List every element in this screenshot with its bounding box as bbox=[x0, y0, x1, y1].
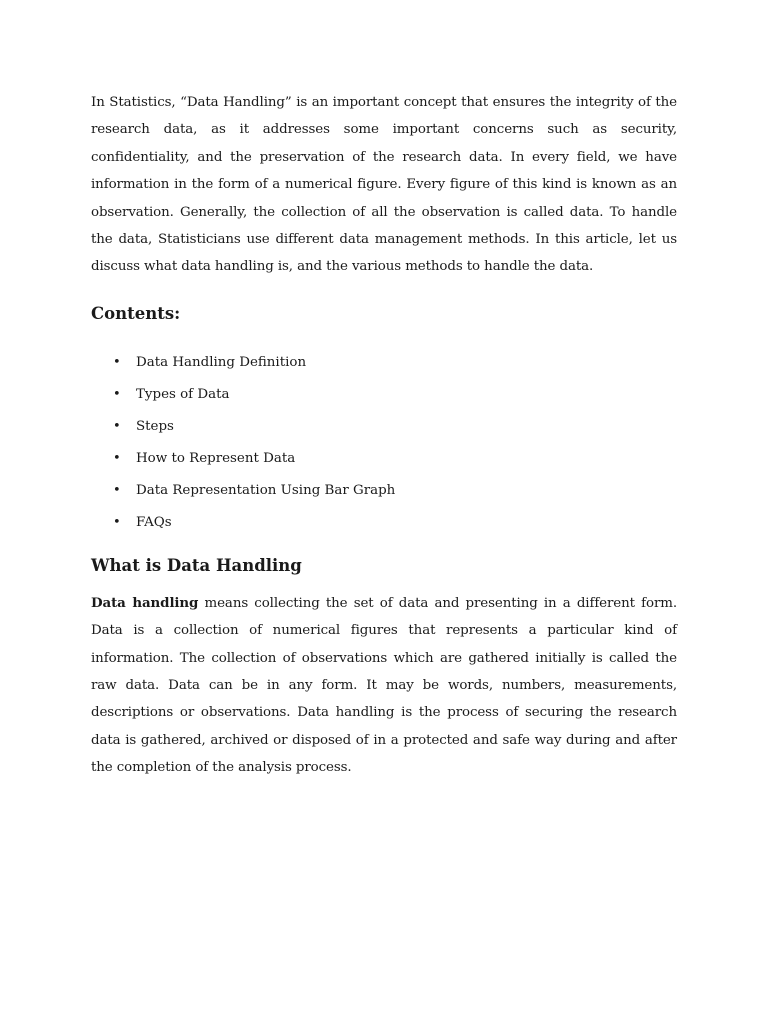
section-heading: What is Data Handling bbox=[91, 555, 302, 575]
contents-item bbox=[91, 379, 677, 411]
contents-item bbox=[91, 475, 677, 507]
contents-item-label: Steps bbox=[136, 418, 174, 434]
definition-lead-term: Data handling bbox=[91, 594, 199, 611]
intro-paragraph: In Statistics, “Data Handling” is an important concept that ensures the integrity of the research data, as it addresses some important concerns such as security, confidentiality, and the preservation of the research data. In every field, we have information in the form of a numerical figure. Every figure of this kind is known as an observation. Generally, the collection of all the observation is called data. To handle the data, Statisticians use different data management methods. In this article, let us discuss what data handling is, and the various methods to handle the data. bbox=[91, 95, 677, 275]
definition-text: means collecting the set of data and presenting in a different form. Data is a collection of numerical figures that represents a particular kind of information. The collection of observations which are gathered initially is called the raw data. Data can be in any form. It may be words, numbers, measurements, descriptions or observations. Data handling is the process of securing the research data is gathered, archived or disposed of in a protected and safe way during and after the completion of the analysis process. bbox=[91, 595, 677, 776]
contents-heading: Contents: bbox=[91, 303, 181, 323]
contents-item bbox=[91, 411, 677, 443]
bullet-icon: • bbox=[113, 482, 121, 498]
contents-list bbox=[91, 347, 677, 539]
definition-paragraph bbox=[91, 590, 677, 782]
bullet-icon: • bbox=[113, 418, 121, 434]
contents-item-label: Types of Data bbox=[136, 386, 230, 402]
contents-item-label: Data Handling Definition bbox=[136, 354, 307, 370]
bullet-icon: • bbox=[113, 450, 121, 466]
document-page bbox=[91, 89, 677, 782]
contents-item bbox=[91, 507, 677, 539]
contents-item-label: Data Representation Using Bar Graph bbox=[136, 482, 396, 498]
bullet-icon: • bbox=[113, 386, 121, 402]
contents-item-label: How to Represent Data bbox=[136, 450, 296, 466]
bullet-icon: • bbox=[113, 354, 121, 370]
contents-item bbox=[91, 347, 677, 379]
contents-item bbox=[91, 443, 677, 475]
bullet-icon: • bbox=[113, 514, 121, 530]
contents-item-label: FAQs bbox=[136, 514, 172, 530]
